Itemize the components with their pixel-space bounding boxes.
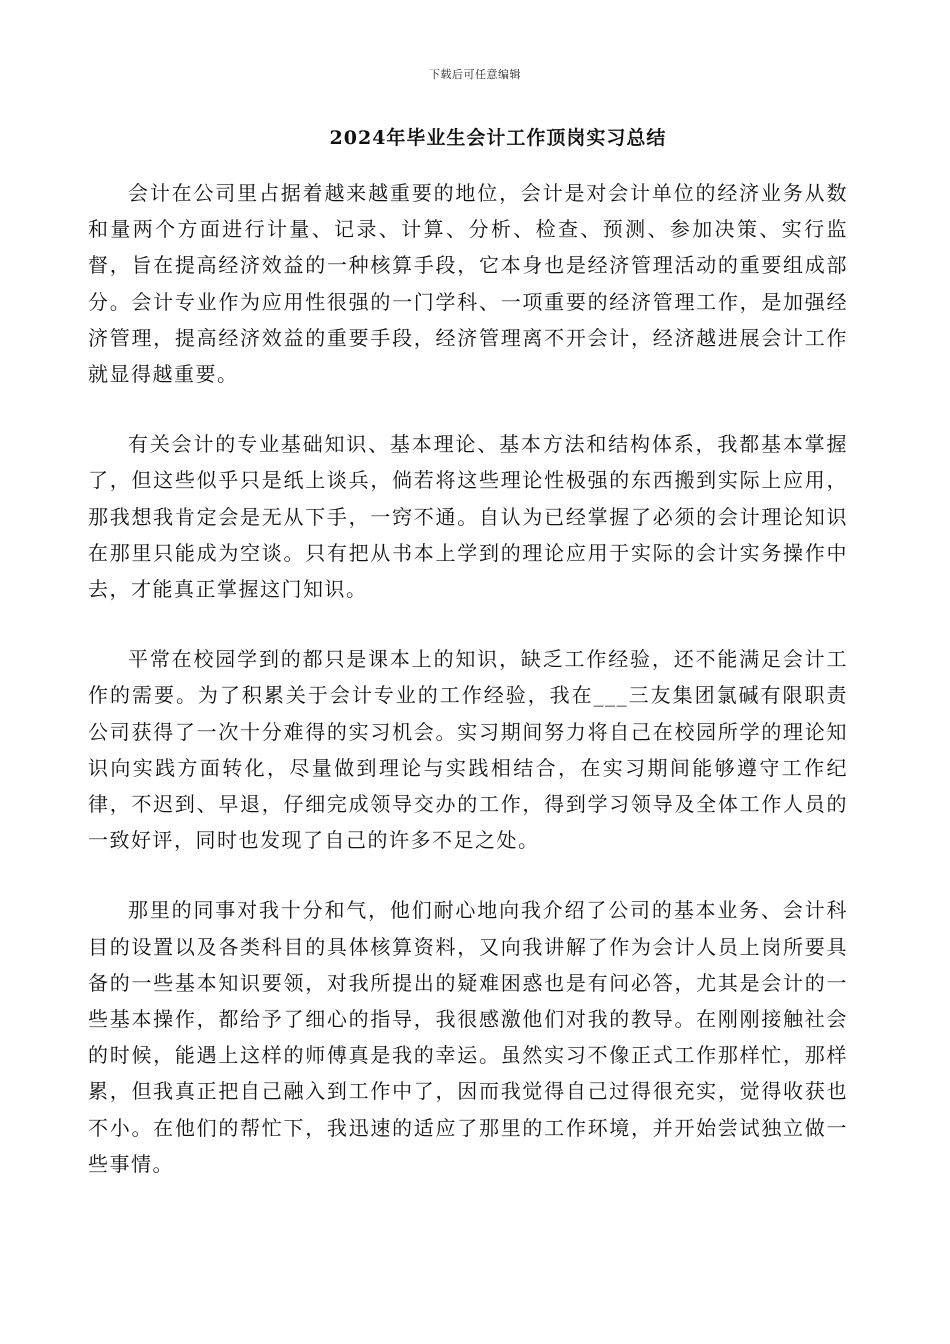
document-title: 2024年毕业生会计工作顶岗实习总结	[329, 127, 667, 149]
header-note: 下载后可任意编辑	[429, 68, 521, 81]
paragraph-2: 有关会计的专业基础知识、基本理论、基本方法和结构体系，我都基本掌握了，但这些似乎只是纸上谈兵，倘若将这些理论性极强的东西搬到实际上应用，那我想我肯定会是无从下手，一窍不通。自认为已经掌握了必须的会计理论知识在那里只能成为空谈。只有把从书本上学到的理论应用于实际的会计实务操作中去，才能真正掌握这门知识。	[88, 432, 848, 602]
paragraph-3: 平常在校园学到的都只是课本上的知识，缺乏工作经验，还不能满足会计工作的需要。为了积累关于会计专业的工作经验，我在___三友集团氯碱有限职责公司获得了一次十分难得的实习机会。实习期间努力将自己在校园所学的理论知识向实践方面转化，尽量做到理论与实践相结合，在实习期间能够遵守工作纪律，不迟到、早退，仔细完成领导交办的工作，得到学习领导及全体工作人员的一致好评，同时也发现了自己的许多不足之处。	[88, 647, 848, 853]
paragraph-4: 那里的同事对我十分和气，他们耐心地向我介绍了公司的基本业务、会计科目的设置以及各类科目的具体核算资料，又向我讲解了作为会计人员上岗所要具备的一些基本知识要领，对我所提出的疑难困惑也是有问必答，尤其是会计的一些基本操作，都给予了细心的指导，我很感激他们对我的教导。在刚刚接触社会的时候，能遇上这样的师傅真是我的幸运。虽然实习不像正式工作那样忙，那样累，但我真正把自己融入到工作中了，因而我觉得自己过得很充实，觉得收获也不小。在他们的帮忙下，我迅速的适应了那里的工作环境，并开始尝试独立做一些事情。	[88, 898, 848, 1176]
document-body	[88, 175, 848, 1216]
paragraph-1: 会计在公司里占据着越来越重要的地位，会计是对会计单位的经济业务从数和量两个方面进行计量、记录、计算、分析、检查、预测、参加决策、实行监督，旨在提高经济效益的一种核算手段，它本身也是经济管理活动的重要组成部分。会计专业作为应用性很强的一门学科、一项重要的经济管理工作，是加强经济管理，提高经济效益的重要手段，经济管理离不开会计，经济越进展会计工作就显得越重要。	[88, 181, 848, 387]
